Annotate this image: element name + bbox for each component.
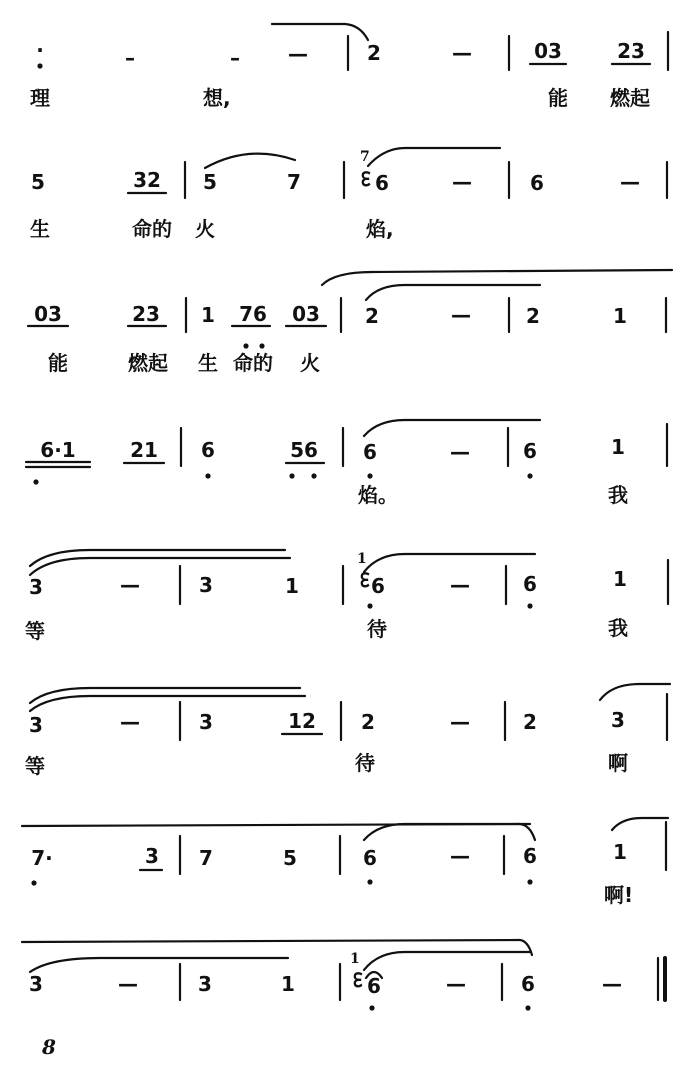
note: 3 xyxy=(29,713,43,737)
note: 23 xyxy=(617,39,645,63)
note: 1 xyxy=(611,435,625,459)
lyric: 我 xyxy=(608,616,628,640)
note: 23 xyxy=(132,302,160,326)
turn-ornament: ᢄ xyxy=(360,569,370,593)
note: — xyxy=(602,972,622,996)
note: 2 xyxy=(361,710,375,734)
slur xyxy=(30,696,305,711)
note: · xyxy=(36,38,44,62)
lyric: 燃起 xyxy=(128,351,168,375)
slur xyxy=(364,420,540,436)
note: 6 xyxy=(523,439,537,463)
slur xyxy=(322,270,672,285)
note: — xyxy=(450,440,470,464)
note: 6 xyxy=(363,846,377,870)
note: 1 xyxy=(613,304,627,328)
note: 1 xyxy=(613,840,627,864)
note: — xyxy=(118,972,138,996)
grace-note: 1 xyxy=(350,951,360,967)
lyric: 生 xyxy=(198,351,218,375)
grace-note: 7 xyxy=(360,149,370,165)
lyric: 焰, xyxy=(366,217,394,241)
note: – xyxy=(125,46,135,70)
lyric: 啊! xyxy=(604,883,634,907)
slur xyxy=(368,148,500,166)
note: 5 xyxy=(31,170,45,194)
note: 1 xyxy=(281,972,295,996)
note: 6 xyxy=(201,438,215,462)
note: 03 xyxy=(34,302,62,326)
note: — xyxy=(620,170,640,194)
note: 3 xyxy=(611,708,625,732)
note: 6 xyxy=(363,440,377,464)
note: 6 xyxy=(367,974,381,998)
slur xyxy=(22,824,535,840)
lyric: 命的 xyxy=(233,351,273,375)
slur xyxy=(366,285,540,300)
note: 3 xyxy=(198,972,212,996)
slur xyxy=(612,818,668,830)
lyric: 命的 xyxy=(132,217,172,241)
slur xyxy=(205,154,295,168)
note: 1 xyxy=(613,567,627,591)
note: – xyxy=(230,46,240,70)
lyric: 我 xyxy=(608,483,628,507)
note: 2 xyxy=(523,710,537,734)
slur xyxy=(600,684,670,700)
note: 6·1 xyxy=(40,438,76,462)
slur xyxy=(364,952,530,970)
turn-ornament: ᢄ xyxy=(361,168,371,192)
note: 3 xyxy=(199,573,213,597)
note: — xyxy=(120,710,140,734)
note: 7 xyxy=(199,846,213,870)
note: 03 xyxy=(292,302,320,326)
note: 56 xyxy=(290,438,318,462)
lyric: 生 xyxy=(30,217,50,241)
note: 7· xyxy=(31,846,53,870)
note: 1 xyxy=(285,574,299,598)
octave-dots xyxy=(31,63,532,1010)
note: — xyxy=(446,972,466,996)
note: — xyxy=(288,42,308,66)
slur xyxy=(272,24,368,40)
note: 12 xyxy=(288,709,316,733)
lyric: 焰。 xyxy=(358,483,398,507)
note: 2 xyxy=(526,304,540,328)
note: 03 xyxy=(534,39,562,63)
note: 3 xyxy=(29,575,43,599)
page-number: 8 xyxy=(42,1035,56,1059)
note: 6 xyxy=(371,574,385,598)
note: — xyxy=(452,41,472,65)
note: 1 xyxy=(201,303,215,327)
grace-note: 1 xyxy=(357,551,367,567)
note: 32 xyxy=(133,168,161,192)
slur xyxy=(364,554,535,572)
lyric: 待 xyxy=(367,617,387,641)
note: 5 xyxy=(283,846,297,870)
lyric: 理 xyxy=(30,86,50,110)
note: 5 xyxy=(203,170,217,194)
note: 6 xyxy=(523,572,537,596)
note: 6 xyxy=(530,171,544,195)
note: 2 xyxy=(365,304,379,328)
lyric: 燃起 xyxy=(610,86,650,110)
lyric: 待 xyxy=(355,751,375,775)
note: — xyxy=(450,573,470,597)
note: 3 xyxy=(29,972,43,996)
lyric: 等 xyxy=(25,619,45,643)
lyric: 想, xyxy=(203,86,231,110)
note: 6 xyxy=(375,171,389,195)
note: — xyxy=(451,303,471,327)
note: 3 xyxy=(199,710,213,734)
note: 76 xyxy=(239,302,267,326)
note: 7 xyxy=(287,170,301,194)
lyric: 火 xyxy=(300,351,320,375)
lyric: 等 xyxy=(25,754,45,778)
note: 6 xyxy=(523,844,537,868)
slur xyxy=(30,558,290,575)
turn-ornament: ᢄ xyxy=(353,969,363,993)
note: — xyxy=(120,573,140,597)
note: 3 xyxy=(145,844,159,868)
note: 21 xyxy=(130,438,158,462)
note: — xyxy=(450,844,470,868)
note: 6 xyxy=(521,972,535,996)
lyric: 能 xyxy=(48,351,68,375)
lyric: 啊 xyxy=(608,751,628,775)
note: — xyxy=(450,710,470,734)
note: — xyxy=(452,170,472,194)
slur xyxy=(30,958,288,972)
lyric: 能 xyxy=(548,86,568,110)
lyric: 火 xyxy=(195,217,215,241)
note: 2 xyxy=(367,41,381,65)
